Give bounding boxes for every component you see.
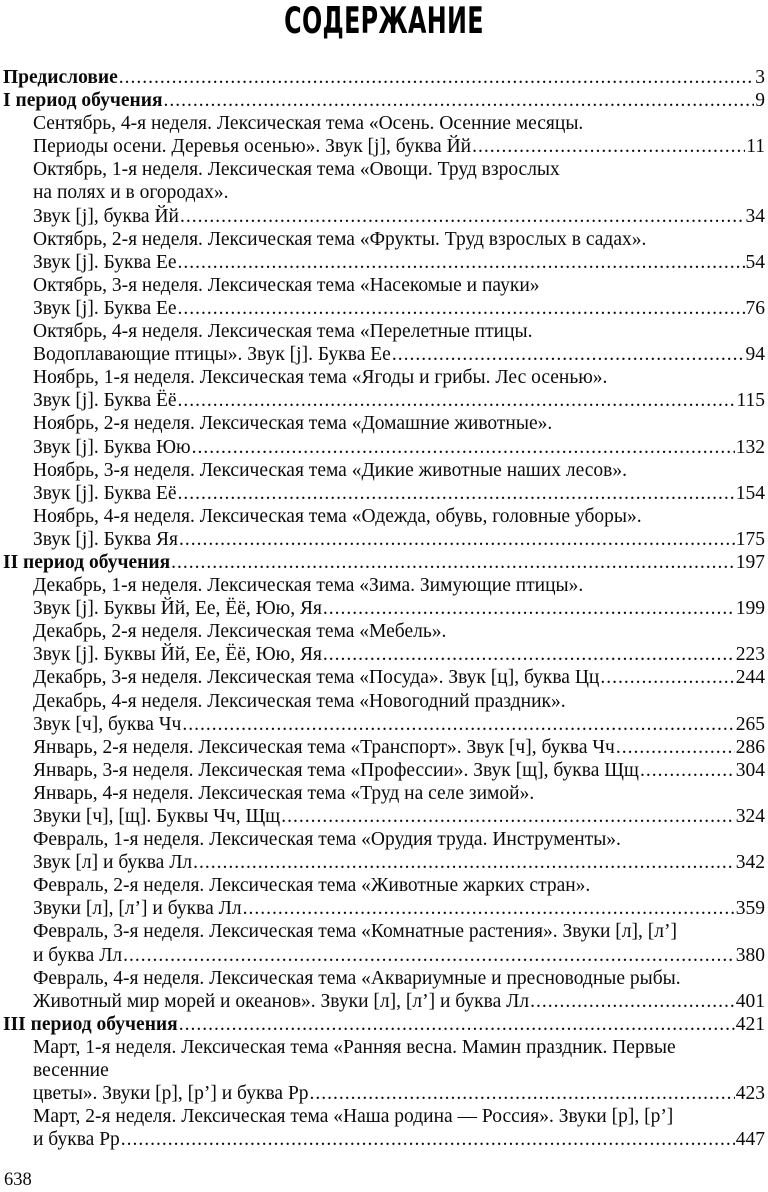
toc-entry-text: и буква Рр <box>33 1129 120 1151</box>
toc-dot-leader <box>178 482 735 505</box>
toc-entry <box>3 482 765 505</box>
toc-entry <box>3 713 765 736</box>
toc-entry-text: Звук [j], буква Йй <box>33 205 179 227</box>
toc-entry <box>3 135 765 158</box>
toc-entry-text: весенние <box>33 1060 109 1082</box>
toc-entry-text: Январь, 4-я неделя. Лексическая тема «Труд на селе зимой». <box>33 782 535 804</box>
toc-entry-text: Февраль, 4-я неделя. Лексическая тема «Аквариумные и пресноводные рыбы. <box>33 967 681 989</box>
toc-entry <box>3 643 765 666</box>
toc-entry-text: Март, 2-я неделя. Лексическая тема «Наша родина — Россия». Звуки [р], [р’] <box>33 1106 674 1128</box>
toc-entry-page-number: 94 <box>745 344 765 366</box>
toc-dot-leader <box>193 851 735 874</box>
toc-entry-text: Звук [ч], буква Чч <box>33 713 182 735</box>
toc-dot-leader <box>178 297 745 320</box>
toc-entry-text: Февраль, 2-я неделя. Лексическая тема «Животные жарких стран». <box>33 875 591 897</box>
toc-entry-page-number: 9 <box>755 90 765 112</box>
toc-entry-text: Звук [j]. Буква Ее <box>33 251 177 273</box>
toc-entry <box>3 690 765 713</box>
toc-entry <box>3 990 765 1013</box>
toc-entry <box>3 1059 765 1082</box>
toc-entry <box>3 666 765 689</box>
toc-entry-text: на полях и в огородах». <box>33 182 229 204</box>
toc-entry-text: Февраль, 1-я неделя. Лексическая тема «Орудия труда. Инструменты». <box>33 829 621 851</box>
toc-entry-page-number: 76 <box>745 297 765 319</box>
toc-dot-leader <box>171 551 735 574</box>
toc-entry-text: III период обучения <box>3 1013 178 1035</box>
toc-entry-text: Звук [j]. Буква Ёё <box>33 390 177 412</box>
toc-dot-leader <box>310 1082 735 1105</box>
toc-entry <box>3 1036 765 1059</box>
toc-entry <box>3 251 765 274</box>
toc-entry-text: Звуки [л], [л’] и буква Лл <box>33 898 242 920</box>
toc-dot-leader <box>530 990 735 1013</box>
toc-entry-page-number: 197 <box>735 551 765 573</box>
toc-dot-leader <box>192 436 735 459</box>
toc-dot-leader <box>182 713 734 736</box>
toc-entry-text: Сентябрь, 4-я неделя. Лексическая тема «Осень. Осенние месяцы. <box>33 113 584 135</box>
toc-entry-text: Декабрь, 3-я неделя. Лексическая тема «Посуда». Звук [ц], буква Цц <box>33 667 600 689</box>
toc-entry <box>3 528 765 551</box>
toc-entry-page-number: 421 <box>735 1013 765 1035</box>
toc-entry <box>3 874 765 897</box>
toc-entry <box>3 459 765 482</box>
toc-dot-leader <box>243 897 735 920</box>
toc-entry <box>3 759 765 782</box>
toc-entry-text: Октябрь, 1-я неделя. Лексическая тема «Овощи. Труд взрослых <box>33 159 560 181</box>
toc-entry-text: Декабрь, 1-я неделя. Лексическая тема «Зима. Зимующие птицы». <box>33 575 584 597</box>
toc-entry-page-number: 223 <box>735 644 765 666</box>
toc-entry <box>3 805 765 828</box>
toc-dot-leader <box>179 528 735 551</box>
toc-entry <box>3 782 765 805</box>
toc-dot-leader <box>600 666 734 689</box>
toc-dot-leader <box>180 205 745 228</box>
toc-entry <box>3 851 765 874</box>
toc-dot-leader <box>179 1013 735 1036</box>
toc-entry-text: Январь, 2-я неделя. Лексическая тема «Транспорт». Звук [ч], буква Чч <box>33 736 615 758</box>
toc-entry-text: Ноябрь, 1-я неделя. Лексическая тема «Ягоды и грибы. Лес осенью». <box>33 367 608 389</box>
toc-entry-text: Звук [j]. Буквы Йй, Ее, Ёё, Юю, Яя <box>33 598 322 620</box>
toc-entry-text: Звук [j]. Буква Её <box>33 482 177 504</box>
toc-entry-page-number: 304 <box>735 759 765 781</box>
toc-dot-leader <box>616 736 735 759</box>
toc-entry <box>3 505 765 528</box>
toc-entry <box>3 736 765 759</box>
toc-dot-leader <box>640 759 735 782</box>
toc-dot-leader <box>178 251 745 274</box>
toc-entry-text: Ноябрь, 2-я неделя. Лексическая тема «Домашние животные». <box>33 413 553 435</box>
toc-entry-text: и буква Лл <box>33 944 123 966</box>
toc-entry <box>3 412 765 435</box>
toc-entry <box>3 574 765 597</box>
toc-entry-page-number: 11 <box>746 136 765 158</box>
toc-dot-leader <box>123 944 735 967</box>
toc-entry <box>3 89 765 112</box>
toc-entry-page-number: 115 <box>736 390 765 412</box>
toc-entry <box>3 205 765 228</box>
toc-entry <box>3 920 765 943</box>
toc-entry <box>3 274 765 297</box>
toc-entry <box>3 551 765 574</box>
toc-entry-text: II период обучения <box>3 551 171 573</box>
toc-entry <box>3 343 765 366</box>
toc-entry <box>3 320 765 343</box>
toc-entry <box>3 967 765 990</box>
toc-entry-text: Январь, 3-я неделя. Лексическая тема «Профессии». Звук [щ], буква Щщ <box>33 759 639 781</box>
toc-entry-page-number: 34 <box>745 205 765 227</box>
toc-entry-page-number: 175 <box>735 528 765 550</box>
toc-entry-text: Декабрь, 2-я неделя. Лексическая тема «Мебель». <box>33 621 447 643</box>
toc-entry-page-number: 265 <box>735 713 765 735</box>
toc-dot-leader <box>472 135 745 158</box>
toc-entry-page-number: 342 <box>735 852 765 874</box>
toc-entry-text: Водоплавающие птицы». Звук [j]. Буква Ее <box>33 344 391 366</box>
toc-dot-leader <box>323 597 735 620</box>
toc-entry-text: Февраль, 3-я неделя. Лексическая тема «Комнатные растения». Звуки [л], [л’] <box>33 921 677 943</box>
toc-entry-text: Октябрь, 4-я неделя. Лексическая тема «Перелетные птицы. <box>33 321 533 343</box>
toc-entry-page-number: 324 <box>735 806 765 827</box>
toc-entry <box>3 828 765 851</box>
toc-entry <box>3 436 765 459</box>
toc-entry-text: Звук [j]. Буква Юю <box>33 436 191 458</box>
toc-entry <box>3 1013 765 1036</box>
toc-entry-text: Животный мир морей и океанов». Звуки [л], [л’] и буква Лл <box>33 990 530 1012</box>
toc-entry <box>3 897 765 920</box>
toc-entry-text: Звук [л] и буква Лл <box>33 852 193 874</box>
toc-dot-leader <box>392 343 745 366</box>
toc-entry-page-number: 380 <box>735 944 765 966</box>
toc-entry-text: Декабрь, 4-я неделя. Лексическая тема «Новогодний праздник». <box>33 690 566 712</box>
toc-entry <box>3 389 765 412</box>
folio-page-number: 638 <box>4 1170 32 1190</box>
toc-entry <box>3 620 765 643</box>
toc-entry <box>3 181 765 204</box>
toc-entry-text: Октябрь, 2-я неделя. Лексическая тема «Фрукты. Труд взрослых в садах». <box>33 228 647 250</box>
toc-list <box>3 66 765 1151</box>
toc-entry-page-number: 154 <box>735 482 765 504</box>
toc-entry-page-number: 447 <box>735 1129 765 1151</box>
toc-entry-text: Звук [j]. Буква Яя <box>33 528 178 550</box>
toc-entry <box>3 66 765 89</box>
toc-entry <box>3 112 765 135</box>
toc-entry-page-number: 54 <box>745 251 765 273</box>
toc-dot-leader <box>164 89 755 112</box>
toc-entry-text: Периоды осени. Деревья осенью». Звук [j], буква Йй <box>33 136 472 158</box>
toc-entry <box>3 1128 765 1151</box>
toc-dot-leader <box>119 66 754 89</box>
toc-entry-page-number: 286 <box>735 736 765 758</box>
toc-entry-page-number: 359 <box>735 898 765 920</box>
toc-entry-text: Октябрь, 3-я неделя. Лексическая тема «Насекомые и пауки» <box>33 274 540 296</box>
toc-entry-text: Звук [j]. Буквы Йй, Ее, Ёё, Юю, Яя <box>33 644 322 666</box>
toc-entry <box>3 297 765 320</box>
toc-entry <box>3 597 765 620</box>
toc-dot-leader <box>281 805 735 828</box>
toc-entry-page-number: 132 <box>735 436 765 458</box>
toc-entry-page-number: 401 <box>735 990 765 1012</box>
toc-dot-leader <box>323 643 735 666</box>
toc-entry-page-number: 423 <box>735 1083 765 1105</box>
toc-entry-page-number: 3 <box>755 67 765 88</box>
toc-entry <box>3 944 765 967</box>
toc-entry-text: цветы». Звуки [р], [р’] и буква Рр <box>33 1083 309 1105</box>
toc-entry <box>3 1105 765 1128</box>
toc-entry-text: Март, 1-я неделя. Лексическая тема «Ранняя весна. Мамин праздник. Первые <box>33 1036 676 1058</box>
toc-entry-text: Звуки [ч], [щ]. Буквы Чч, Щщ <box>33 806 281 827</box>
toc-dot-leader <box>121 1128 735 1151</box>
toc-entry-text: Ноябрь, 4-я неделя. Лексическая тема «Одежда, обувь, головные уборы». <box>33 505 642 527</box>
toc-entry <box>3 158 765 181</box>
toc-dot-leader <box>178 389 736 412</box>
page-title: СОДЕРЖАНИЕ <box>284 1 484 43</box>
toc-entry-text: I период обучения <box>3 90 163 112</box>
toc-entry <box>3 1082 765 1105</box>
toc-entry-text: Звук [j]. Буква Ее <box>33 297 177 319</box>
toc-entry <box>3 366 765 389</box>
toc-entry-text: Предисловие <box>3 67 118 88</box>
toc-entry <box>3 228 765 251</box>
toc-entry-page-number: 244 <box>735 667 765 689</box>
toc-entry-text: Ноябрь, 3-я неделя. Лексическая тема «Дикие животные наших лесов». <box>33 459 627 481</box>
toc-entry-page-number: 199 <box>735 598 765 620</box>
